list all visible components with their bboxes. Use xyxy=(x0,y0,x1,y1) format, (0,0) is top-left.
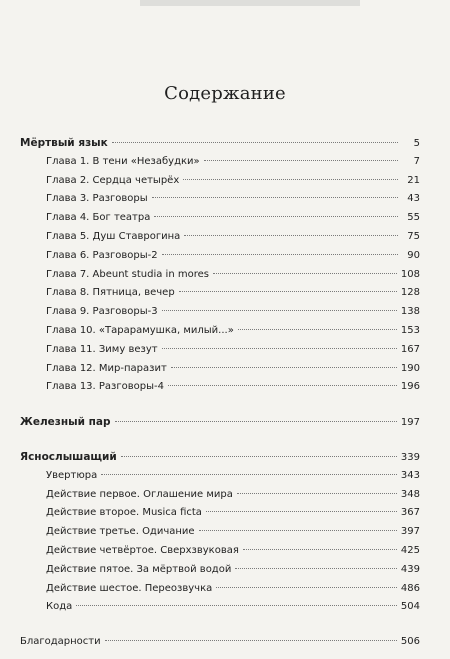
chapter-title: Глава 7. Abeunt studia in mores xyxy=(46,268,209,280)
page-number: 153 xyxy=(400,324,420,336)
chapter-title: Глава 5. Душ Ставрогина xyxy=(46,230,181,242)
part-title: Мёртвый язык xyxy=(20,137,108,149)
toc-chapter-row[interactable] xyxy=(20,193,420,212)
toc-chapter-row[interactable] xyxy=(20,306,420,325)
top-edge-bleed xyxy=(140,0,360,6)
section-gap xyxy=(20,620,420,636)
chapter-title: Действие шестое. Переозвучка xyxy=(46,582,213,594)
page-number: 439 xyxy=(400,563,420,575)
chapter-title: Глава 3. Разговоры xyxy=(46,193,148,205)
table-of-contents xyxy=(20,137,420,655)
toc-part-row[interactable] xyxy=(20,137,420,156)
page-number: 43 xyxy=(407,193,420,205)
toc-chapter-row[interactable] xyxy=(20,601,420,620)
page-number: 128 xyxy=(400,287,420,299)
page-number: 397 xyxy=(400,526,420,538)
toc-chapter-row[interactable] xyxy=(20,269,420,288)
chapter-title: Действие пятое. За мёртвой водой xyxy=(46,563,232,575)
dot-leader xyxy=(121,456,397,457)
page-number: 343 xyxy=(400,469,420,481)
dot-leader xyxy=(101,474,397,475)
dot-leader xyxy=(162,254,398,255)
chapter-title: Действие третье. Одичание xyxy=(46,526,195,538)
page-number: 55 xyxy=(407,212,420,224)
toc-chapter-row[interactable] xyxy=(20,363,420,382)
toc-chapter-row[interactable] xyxy=(20,231,420,250)
dot-leader xyxy=(235,568,397,569)
page-number: 197 xyxy=(400,417,420,429)
page-number: 21 xyxy=(407,174,420,186)
chapter-title: Глава 6. Разговоры-2 xyxy=(46,249,158,261)
page-number: 506 xyxy=(400,636,420,648)
chapter-title: Глава 10. «Тарарамушка, милый...» xyxy=(46,324,234,336)
dot-leader xyxy=(237,493,397,494)
toc-chapter-row[interactable] xyxy=(20,545,420,564)
chapter-title: Глава 9. Разговоры-3 xyxy=(46,306,158,318)
toc-part-row[interactable] xyxy=(20,451,420,470)
page-number: 90 xyxy=(407,249,420,261)
page-number: 504 xyxy=(400,601,420,613)
dot-leader xyxy=(152,197,398,198)
dot-leader xyxy=(183,179,398,180)
entry-title: Благодарности xyxy=(20,636,101,648)
chapter-title: Действие второе. Musica ficta xyxy=(46,507,202,519)
page-number: 348 xyxy=(400,488,420,500)
toc-chapter-row[interactable] xyxy=(20,470,420,489)
dot-leader xyxy=(216,587,397,588)
dot-leader xyxy=(154,216,398,217)
dot-leader xyxy=(162,310,397,311)
toc-chapter-row[interactable] xyxy=(20,344,420,363)
toc-part-row[interactable] xyxy=(20,416,420,435)
chapter-title: Глава 8. Пятница, вечер xyxy=(46,287,175,299)
toc-chapter-row[interactable] xyxy=(20,583,420,602)
chapter-title: Глава 13. Разговоры-4 xyxy=(46,381,164,393)
toc-entry-row[interactable] xyxy=(20,636,420,655)
toc-chapter-row[interactable] xyxy=(20,507,420,526)
toc-chapter-row[interactable] xyxy=(20,564,420,583)
page-number: 5 xyxy=(413,138,420,149)
page-number: 367 xyxy=(400,507,420,519)
dot-leader xyxy=(179,291,397,292)
toc-chapter-row[interactable] xyxy=(20,381,420,400)
chapter-title: Глава 11. Зиму везут xyxy=(46,343,158,355)
page-number: 108 xyxy=(400,268,420,280)
page-number: 138 xyxy=(400,306,420,318)
chapter-title: Увертюра xyxy=(46,469,98,481)
toc-chapter-row[interactable] xyxy=(20,526,420,545)
toc-chapter-row[interactable] xyxy=(20,175,420,194)
dot-leader xyxy=(199,530,397,531)
chapter-title: Действие первое. Оглашение мира xyxy=(46,488,233,500)
page-number: 486 xyxy=(400,582,420,594)
page-number: 425 xyxy=(400,544,420,556)
dot-leader xyxy=(76,605,397,606)
dot-leader xyxy=(213,273,397,274)
part-title: Железный пар xyxy=(20,416,111,429)
dot-leader xyxy=(168,385,397,386)
dot-leader xyxy=(105,640,397,641)
dot-leader xyxy=(238,329,397,330)
toc-chapter-row[interactable] xyxy=(20,156,420,175)
toc-chapter-row[interactable] xyxy=(20,325,420,344)
dot-leader xyxy=(204,160,398,161)
chapter-title: Глава 1. В тени «Незабудки» xyxy=(46,155,200,167)
dot-leader xyxy=(243,549,397,550)
chapter-title: Глава 2. Сердца четырёх xyxy=(46,174,180,186)
dot-leader xyxy=(184,235,398,236)
toc-chapter-row[interactable] xyxy=(20,212,420,231)
page-number: 167 xyxy=(400,343,420,355)
chapter-title: Действие четвёртое. Сверхзвуковая xyxy=(46,544,239,556)
page-number: 7 xyxy=(413,155,420,167)
dot-leader xyxy=(115,421,397,422)
page-title: Содержание xyxy=(164,83,286,104)
dot-leader xyxy=(171,367,397,368)
toc-chapter-row[interactable] xyxy=(20,489,420,508)
section-gap xyxy=(20,400,420,416)
part-title: Яснослышащий xyxy=(20,450,117,463)
page-number: 339 xyxy=(400,451,420,463)
dot-leader xyxy=(206,511,397,512)
page-number: 196 xyxy=(400,381,420,393)
chapter-title: Глава 4. Бог театра xyxy=(46,212,151,224)
chapter-title: Кода xyxy=(46,601,73,613)
toc-chapter-row[interactable] xyxy=(20,250,420,269)
dot-leader xyxy=(162,348,397,349)
page-number: 75 xyxy=(407,230,420,242)
toc-chapter-row[interactable] xyxy=(20,287,420,306)
page-number: 190 xyxy=(400,362,420,374)
section-gap xyxy=(20,435,420,451)
dot-leader xyxy=(112,142,398,143)
chapter-title: Глава 12. Мир-паразит xyxy=(46,362,167,374)
